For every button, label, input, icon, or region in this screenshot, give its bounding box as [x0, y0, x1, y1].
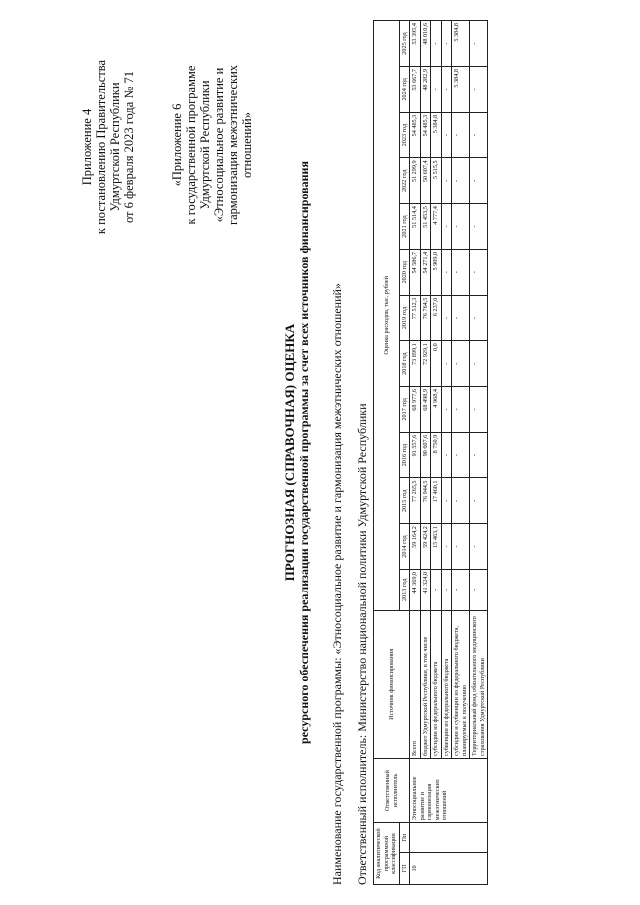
appendix-note [80, 17, 136, 277]
value-cell: 77 512,3 [410, 295, 421, 341]
year-header: 2019 год [399, 295, 410, 341]
source-cell: субвенции из федерального бюджета [441, 610, 452, 758]
value-cell: - [441, 112, 452, 158]
value-cell: 5 384,8 [452, 21, 470, 67]
value-cell: - [441, 204, 452, 250]
value-cell: 44 369,0 [410, 569, 421, 610]
value-cell: - [470, 569, 488, 610]
year-header: 2016 год [399, 432, 410, 478]
year-header: 2025 год [399, 21, 410, 67]
value-cell: 90 607,6 [420, 432, 431, 478]
value-cell: 77 265,5 [410, 478, 421, 524]
value-cell: 53 667,7 [410, 67, 421, 113]
value-cell: - [470, 158, 488, 204]
estimate-header: Оценка расходов, тыс. рублей [374, 21, 400, 611]
pp-code-cell [410, 823, 488, 853]
value-cell: - [441, 478, 452, 524]
code-header: Код аналитической программной классификации [374, 823, 400, 885]
year-header: 2022 год [399, 158, 410, 204]
value-cell: - [470, 341, 488, 387]
value-cell: - [452, 569, 470, 610]
value-cell: - [470, 524, 488, 570]
appendix-line: Приложение 4 [80, 108, 94, 186]
value-cell: - [452, 158, 470, 204]
gp-code-cell: 10 [410, 852, 488, 884]
appendix-program-note [170, 35, 254, 255]
value-cell: 48 282,9 [420, 67, 431, 113]
value-cell: 51 299,9 [410, 158, 421, 204]
value-cell: 48 010,6 [420, 21, 431, 67]
value-cell: 5 384,8 [431, 112, 442, 158]
appendix-line: от 6 февраля 2023 года № 71 [122, 70, 136, 224]
value-cell: - [441, 158, 452, 204]
table-row [452, 21, 470, 885]
value-cell: 41 324,0 [420, 569, 431, 610]
appendix2-line: «Этносоциальное развитие и [212, 67, 226, 223]
value-cell: - [441, 249, 452, 295]
value-cell: 68 498,9 [420, 387, 431, 433]
value-cell: - [441, 67, 452, 113]
value-cell: 91 557,6 [410, 432, 421, 478]
value-cell: - [452, 249, 470, 295]
appendix2-line: гармонизация межэтнических [226, 64, 240, 226]
appendix-line: к постановлению Правительства [94, 59, 108, 235]
year-header: 2014 год [399, 524, 410, 570]
value-cell: 59 164,2 [410, 524, 421, 570]
appendix2-line: к государственной программе [184, 65, 198, 225]
value-cell: 59 424,2 [420, 524, 431, 570]
executor-header: Ответственный исполнитель [374, 758, 410, 822]
source-cell: Всего [410, 610, 421, 758]
value-cell: 4 968,4 [431, 387, 442, 433]
value-cell: - [470, 204, 488, 250]
value-cell: - [452, 387, 470, 433]
value-cell: - [441, 569, 452, 610]
value-cell: - [470, 387, 488, 433]
value-cell: 50 607,4 [420, 158, 431, 204]
executor-cell: Этносоциальное развитие и гармонизация межэтнических отношений [410, 758, 488, 822]
value-cell: 15 463,1 [431, 524, 442, 570]
value-cell: 5 515,5 [431, 158, 442, 204]
value-cell: - [470, 432, 488, 478]
value-cell: - [470, 478, 488, 524]
value-cell: - [470, 67, 488, 113]
year-header: 2024 год [399, 67, 410, 113]
source-header: Источник финансирования [374, 610, 410, 758]
source-cell: Территориальный фонд обязательного медицинского страхования Удмуртской Республики [470, 610, 488, 758]
value-cell: 5 384,8 [452, 67, 470, 113]
appendix-line: Удмуртской Республики [108, 82, 122, 212]
appendix2-line: отношений» [240, 112, 254, 178]
value-cell: 54 271,4 [420, 249, 431, 295]
year-header: 2015 год [399, 478, 410, 524]
year-header: 2013 год [399, 569, 410, 610]
value-cell: - [470, 112, 488, 158]
value-cell: - [441, 432, 452, 478]
source-cell: субсидии и субвенции из федерального бюджета, планируемые к получению [452, 610, 470, 758]
value-cell: - [441, 341, 452, 387]
source-cell: субсидии из федерального бюджета [431, 610, 442, 758]
funding-table [373, 20, 488, 885]
document-subtitle: ресурсного обеспечения реализации государственной программы за счет всех источников финансирования [297, 161, 311, 744]
value-cell: - [441, 387, 452, 433]
value-cell: - [441, 295, 452, 341]
responsible-executor: Ответственный исполнитель: Министерство национальной политики Удмуртской Республики [355, 403, 369, 885]
table-row [410, 21, 421, 885]
program-name: Наименование государственной программы: «Этносоциальное развитие и гармонизация межэтнических отношений» [330, 283, 344, 885]
value-cell: 51 453,5 [420, 204, 431, 250]
table-row [470, 21, 488, 885]
value-cell: - [441, 524, 452, 570]
value-cell: - [431, 67, 442, 113]
value-cell: 51 514,4 [410, 204, 421, 250]
value-cell: 4 777,4 [431, 204, 442, 250]
table-row [441, 21, 452, 885]
value-cell: - [452, 432, 470, 478]
value-cell: - [470, 295, 488, 341]
source-cell: бюджет Удмуртской Республики, в том числе [420, 610, 431, 758]
value-cell: - [452, 341, 470, 387]
year-header: 2023 год [399, 112, 410, 158]
value-cell: - [452, 112, 470, 158]
value-cell: 54 485,3 [410, 112, 421, 158]
appendix2-line: «Приложение 6 [170, 103, 184, 187]
year-header: 2021 год [399, 204, 410, 250]
table-row [420, 21, 431, 885]
value-cell: - [452, 524, 470, 570]
year-header: 2020 год [399, 249, 410, 295]
value-cell: 0,0 [431, 341, 442, 387]
value-cell: - [431, 569, 442, 610]
value-cell: 73 899,1 [410, 341, 421, 387]
value-cell: 72 929,1 [420, 341, 431, 387]
value-cell: 76 764,5 [420, 295, 431, 341]
value-cell: 54 485,3 [420, 112, 431, 158]
pp-header: Пп [399, 823, 410, 853]
value-cell: 53 395,4 [410, 21, 421, 67]
value-cell: - [470, 249, 488, 295]
value-cell: 5 909,0 [431, 249, 442, 295]
value-cell: 76 944,5 [420, 478, 431, 524]
value-cell: 68 977,6 [410, 387, 421, 433]
value-cell: - [441, 21, 452, 67]
gp-header: ГП [399, 852, 410, 884]
value-cell: 17 460,1 [431, 478, 442, 524]
table-row [431, 21, 442, 885]
value-cell: 54 586,7 [410, 249, 421, 295]
document-title: ПРОГНОЗНАЯ (СПРАВОЧНАЯ) ОЦЕНКА [282, 323, 297, 582]
year-header: 2018 год [399, 341, 410, 387]
value-cell: - [452, 295, 470, 341]
appendix2-line: Удмуртской Республики [198, 80, 212, 210]
year-header: 2017 год [399, 387, 410, 433]
value-cell: - [452, 478, 470, 524]
value-cell: 6 237,0 [431, 295, 442, 341]
value-cell: 8 750,9 [431, 432, 442, 478]
value-cell: - [470, 21, 488, 67]
value-cell: - [452, 204, 470, 250]
value-cell: - [431, 21, 442, 67]
